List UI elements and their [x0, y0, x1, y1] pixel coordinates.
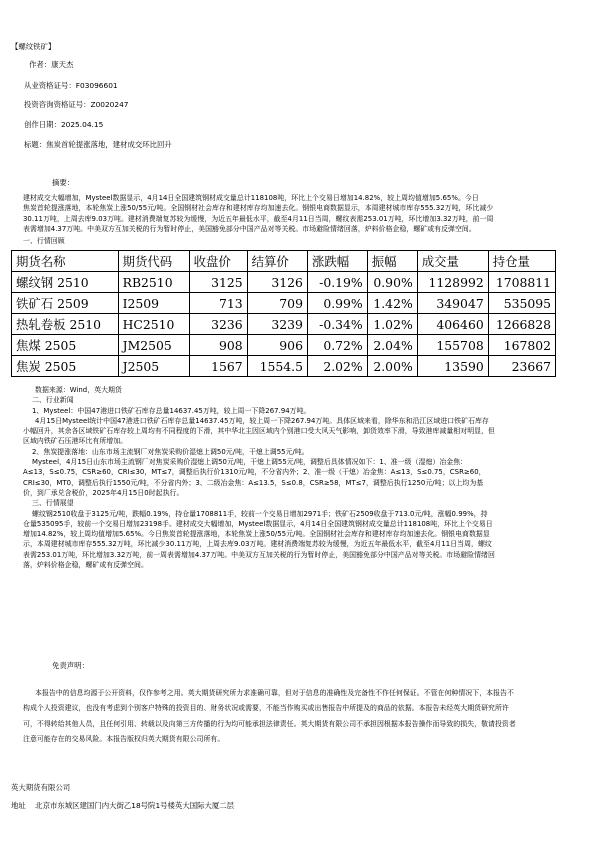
body-line: 价，到厂承兑含税价，2025年4月15日0时起执行。 [23, 488, 184, 497]
table-cell: 13590 [417, 356, 488, 377]
news-headline: 1、Mysteel：中国47港进口铁矿石库存总量14637.45万吨，较上周一下降267.94万吨。 [32, 406, 311, 415]
table-row [12, 356, 556, 377]
body-line: 区域内铁矿石压港环比有所增加。 [23, 437, 128, 446]
column-header: 持仓量 [488, 251, 555, 272]
section-heading-industry-news: 二、行业新闻 [32, 396, 74, 405]
table-cell: 3236 [189, 314, 247, 335]
summary-line: 表需增加4.37万吨。中美双方互加关税的行为暂时停止，美国豁免部分中国产品对等关税。市场避险情绪回落，炉料价格企稳，螺矿或有反弹空间。 [23, 224, 476, 233]
table-cell: 167802 [488, 335, 555, 356]
created-date-line: 创作日期：2025.04.15 [24, 120, 104, 129]
body-line: Mysteel，4月15日山东市场主流钢厂对焦炭采购价湿熄上调50元/吨，干熄上调55元/吨，调整后具体情况如下：1、准一级（湿熄）冶金焦： [32, 458, 468, 467]
body-line: 4月15日Mysteel统计中国47港进口铁矿石库存总量14637.45万吨，较上周一下降267.94万吨。具体区域来看，除华东和沿江区域进口铁矿石库存 [35, 416, 489, 425]
table-row [12, 272, 556, 293]
body-line: 示，本周建材城市库存555.32万吨，环比减少30.11万吨，上周去库9.03万吨。建材消费端复苏较为缓慢，为近五年最低水平，截至4月11日当周，螺纹 [23, 540, 492, 549]
report-title: 【螺纹铁矿】 [11, 42, 56, 51]
practice-cert-line: 从业资格证号：F03096601 [24, 81, 118, 90]
subject-line: 标题：焦炭首轮提涨落地，建材成交环比回升 [24, 140, 172, 149]
column-header: 涨跌幅 [307, 251, 367, 272]
company-name: 英大期货有限公司 [11, 783, 71, 792]
body-line: 表需253.01万吨，环比增加3.32万吨，前一周表需增加4.37万吨。中美双方互加关税的行为暂时停止，美国豁免部分中国产品对等关税。市场避险情绪回 [23, 550, 495, 559]
advisory-cert-line: 投资咨询资格证号：Z0020247 [24, 100, 129, 109]
table-cell: 349047 [417, 293, 488, 314]
table-cell: 2.04% [367, 335, 417, 356]
table-cell: 铁矿石 2509 [12, 293, 119, 314]
table-cell: 2.00% [367, 356, 417, 377]
table-cell: 1567 [189, 356, 247, 377]
column-header: 结算价 [247, 251, 307, 272]
market-quotes-table [11, 250, 556, 377]
table-cell: 908 [189, 335, 247, 356]
table-cell: 906 [247, 335, 307, 356]
table-cell: 2.02% [307, 356, 367, 377]
table-cell: 1708811 [488, 272, 555, 293]
table-cell: 3125 [189, 272, 247, 293]
summary-line: 建材成交大幅增加，Mysteel数据显示，4月14日全国建筑钢材成交量总计118108吨，环比上个交易日增加14.82%，较上周均值增加5.65%。今日 [23, 194, 479, 202]
column-header: 成交量 [417, 251, 488, 272]
table-cell: 0.90% [367, 272, 417, 293]
disclaimer-line: 本报告中的信息均源于公开资料，仅作参考之用。英大期货研究所力求准确可靠，但对于信息的准确性及完备性不作任何保证。不管在何种情况下，本报告不 [35, 689, 514, 697]
news-headline: 2、焦炭提涨落地：山东市场主流钢厂对焦炭采购价湿熄上调50元/吨，干熄上调55元/吨。 [32, 447, 309, 456]
table-cell: 1128992 [417, 272, 488, 293]
column-header: 期货名称 [12, 251, 119, 272]
table-cell: 0.72% [307, 335, 367, 356]
section-heading-outlook: 三、行情展望 [32, 499, 74, 508]
table-cell: 焦煤 2505 [12, 335, 119, 356]
summary-line: 30.11万吨，上周去库9.03万吨。建材消费端复苏较为缓慢，为近五年最低水平，截至4月11日当周，螺纹表需253.01万吨，环比增加3.32万吨，前一周 [23, 214, 494, 223]
table-cell: 0.99% [307, 293, 367, 314]
table-row [12, 314, 556, 335]
report-body [23, 385, 568, 570]
body-line: A≤13，S≤0.75，CSR≥60，CRI≤30，MT≤7，调整后执行价1310元/吨，不分省内外；2、准一级（干熄）冶金焦：A≤13，S≤0.75，CSR≥60， [23, 468, 486, 477]
table-cell: 1554.5 [247, 356, 307, 377]
summary-label: 摘要： [52, 178, 75, 187]
table-cell: 709 [247, 293, 307, 314]
source-note: 数据来源：Wind，英大期货 [35, 386, 122, 394]
body-line: 仓量535095手，较前一个交易日增加23198手。建材成交大幅增加，Mysteel数据显示，4月14日全国建筑钢材成交量总计118108吨，环比上个交易日 [23, 519, 493, 528]
disclaimer-line: 构成个人投资建议，也没有考虑到个别客户特殊的投资目的、财务状况或需要，不能当作购买或出售报告中所提及的商品的依据。本报告未经英大期货研究所许 [23, 704, 509, 713]
table-cell: 1266828 [488, 314, 555, 335]
company-address: 地址 北京市东城区建国门内大街乙18号院1号楼英大国际大厦二层 [11, 801, 235, 810]
table-cell: J2505 [118, 356, 189, 377]
body-line: 增加14.82%，较上周均值增加5.65%。今日焦炭首轮提涨落地，本轮焦炭上涨50/55元/吨。全国钢材社会库存和建材库存均加速去化。钢银电商数据显 [23, 530, 490, 539]
table-cell: 3126 [247, 272, 307, 293]
column-header: 振幅 [367, 251, 417, 272]
body-line: 螺纹钢2510收盘于3125元/吨，跌幅0.19%，持仓量1708811手，较前一个交易日增加2971手；铁矿石2509收盘于713.0元/吨，涨幅0.99%，持 [32, 509, 488, 518]
table-cell: 535095 [488, 293, 555, 314]
table-cell: 3239 [247, 314, 307, 335]
table-cell: 热轧卷板 2510 [12, 314, 119, 335]
table-cell: 螺纹钢 2510 [12, 272, 119, 293]
body-line: 小幅回升，其余各区域铁矿石库存较上周均有不同程度的下滑，其中华北主因区域内个别港口受大风天气影响，卸货效率下滑，导致港库减量相对明显，但 [23, 427, 495, 436]
table-cell: 1.02% [367, 314, 417, 335]
author-line: 作者：康天杰 [29, 60, 74, 69]
table-header-row [12, 251, 556, 272]
table-cell: HC2510 [118, 314, 189, 335]
table-cell: -0.34% [307, 314, 367, 335]
table-cell: I2509 [118, 293, 189, 314]
table-cell: 1.42% [367, 293, 417, 314]
column-header: 收盘价 [189, 251, 247, 272]
table-row [12, 335, 556, 356]
disclaimer-line: 可，不得转给其他人员，且任何引用、转载以及向第三方传播的行为均可能承担法律责任。英大期货有限公司不承担因根据本报告操作而导致的损失，敬请投资者 [23, 719, 516, 728]
body-line: 落，炉料价格企稳，螺矿或有反弹空间。 [23, 561, 148, 570]
table-cell: -0.19% [307, 272, 367, 293]
body-line: CRI≤30，MT0，调整后执行1550元/吨，不分省内外；3、二级冶金焦：A≤13.5，S≤0.8，CSR≥58，MT≤7，调整后执行1250元/吨；以上均为基 [23, 478, 484, 487]
column-header: 期货代码 [118, 251, 189, 272]
disclaimer-paragraph [23, 686, 568, 748]
table-cell: RB2510 [118, 272, 189, 293]
disclaimer-line: 注意可能存在的交易风险。本报告版权归英大期货有限公司所有。 [23, 735, 225, 744]
table-cell: 155708 [417, 335, 488, 356]
section-heading-market-review: 一、行情回顾 [23, 237, 65, 245]
disclaimer-title: 免责声明： [52, 661, 89, 670]
table-cell: JM2505 [118, 335, 189, 356]
table-cell: 焦炭 2505 [12, 356, 119, 377]
table-cell: 713 [189, 293, 247, 314]
table-cell: 23667 [488, 356, 555, 377]
table-row [12, 293, 556, 314]
summary-line: 焦炭首轮提涨落地，本轮焦炭上涨50/55元/吨。全国钢材社会库存和建材库存均加速去化。钢银电商数据显示，本周建材城市库存555.32万吨，环比减少 [23, 204, 494, 213]
summary-paragraph [23, 193, 563, 234]
table-cell: 406460 [417, 314, 488, 335]
